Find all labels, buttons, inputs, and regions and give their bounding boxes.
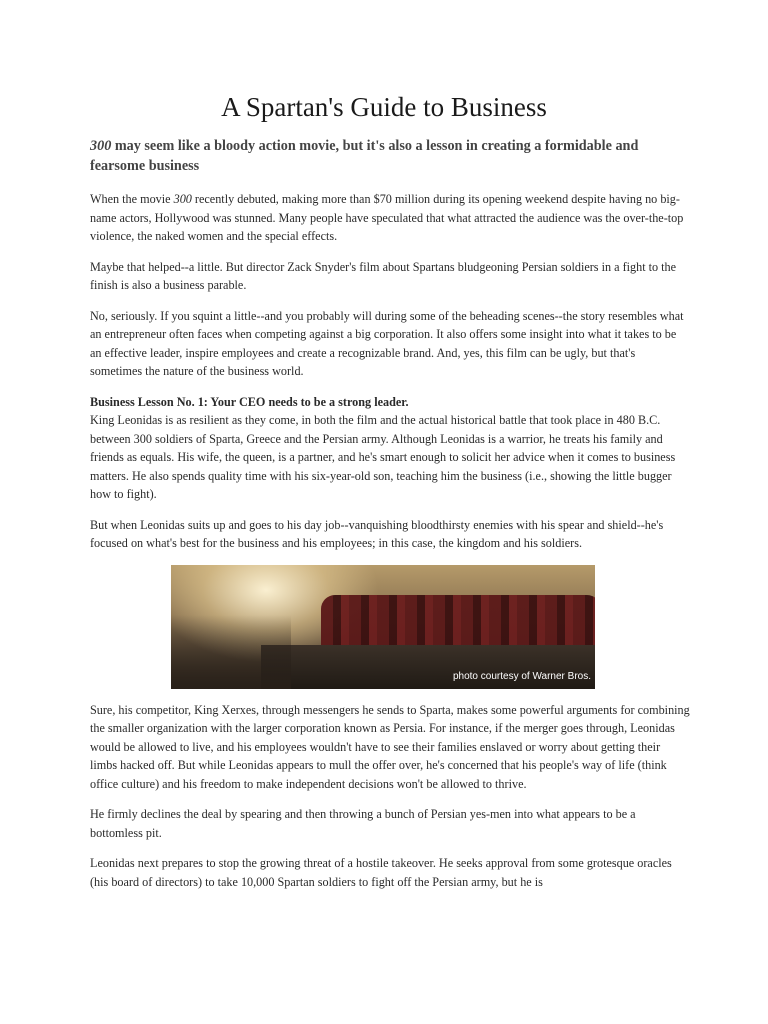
paragraph-6: Sure, his competitor, King Xerxes, through messengers he sends to Sparta, makes some powerful arguments for combining the smaller organization with the larger corporation known as Persia. For instance, if the merger goes through, Leonidas would be allowed to live, and his employees wouldn't have to see their families enslaved or worry about getting their limbs hacked off. But while Leonidas appears to mull the offer over, he's concerned that his people's way of life (think office culture) and his freedom to make independent decisions won't be allowed to thrive. <box>90 702 690 791</box>
article-subtitle <box>90 136 690 176</box>
smoke-shadow-shape <box>171 615 291 689</box>
subtitle-movie-title: 300 <box>90 138 112 154</box>
paragraph-8: Leonidas next prepares to stop the growing threat of a hostile takeover. He seeks approval from some grotesque oracles (his board of directors) to take 10,000 Spartan soldiers to fight off the Persian army, but he is <box>90 856 672 889</box>
paragraph-1-rest: recently debuted, making more than $70 million during its opening weekend despite having no big-name actors, Hollywood was stunned. Many people have speculated that what attracted the audience was the over-the-top violence, the naked women and the special effects. <box>90 192 684 243</box>
subtitle-text: may seem like a bloody action movie, but it's also a lesson in creating a formidable and fearsome business <box>90 138 639 174</box>
photo-credit: photo courtesy of Warner Bros. <box>452 671 591 682</box>
paragraph-1-start: When the movie <box>90 192 174 206</box>
lesson-1-heading: Business Lesson No. 1: Your CEO needs to be a strong leader. <box>90 394 409 409</box>
movie-still-image <box>171 565 595 689</box>
article-title: A Spartan's Guide to Business <box>221 92 547 122</box>
paragraph-7: He firmly declines the deal by spearing and then throwing a bunch of Persian yes-men into what appears to be a bottomless pit. <box>90 807 636 840</box>
paragraph-4: King Leonidas is as resilient as they come, in both the film and the actual historical battle that took place in 480 B.C. between 300 soldiers of Sparta, Greece and the Persian army. Although Leonidas is a warrior, he treats his family and friends as equals. His wife, the queen, is a partner, and he's smart enough to solicit her advice when it comes to business matters. He also spends quality time with his six-year-old son, teaching him the business (i.e., showing the little bugger how to fight). <box>90 413 676 501</box>
paragraph-5: But when Leonidas suits up and goes to his day job--vanquishing bloodthirsty enemies with his spear and shield--he's focused on what's best for the business and his employees; in this case, the kingdom and his soldiers. <box>90 517 664 550</box>
paragraph-1 <box>90 190 690 246</box>
paragraph-2: Maybe that helped--a little. But director Zack Snyder's film about Spartans bludgeoning Persian soldiers in a fight to the finish is also a business parable. <box>90 259 677 292</box>
paragraph-3: No, seriously. If you squint a little--and you probably will during some of the beheading scenes--the story resembles what an entrepreneur often faces when competing against a big corporation. It also offers some insight into what it takes to be an effective leader, inspire employees and create a recognizable brand. And, yes, this film can be ugly, but that's sometimes the nature of the business world. <box>90 308 684 378</box>
article-body <box>90 190 690 903</box>
paragraph-1-movie-title: 300 <box>173 192 192 206</box>
